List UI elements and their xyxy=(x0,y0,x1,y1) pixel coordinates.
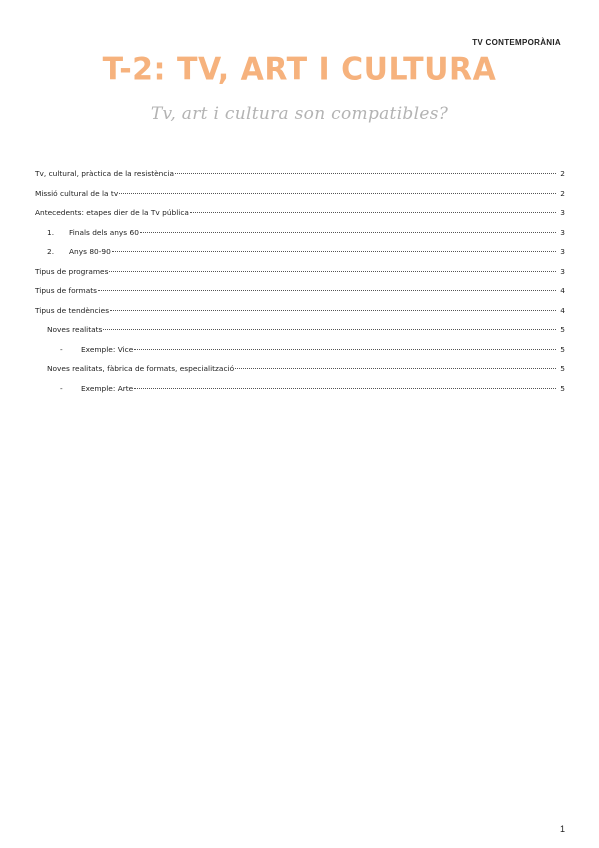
toc-entry-page: 5 xyxy=(560,344,565,354)
toc-entry[interactable] xyxy=(35,301,565,321)
toc-subentry[interactable] xyxy=(35,223,565,243)
toc-entry-page: 5 xyxy=(560,325,565,334)
toc-leader-dots xyxy=(119,192,556,194)
document-subtitle: Tv, art i cultura son compatibles? xyxy=(150,104,449,124)
toc-entry-label: Tv, cultural, pràctica de la resistència xyxy=(35,169,174,178)
document-header-tag: TV CONTEMPORÀNIA xyxy=(472,38,561,47)
toc-subentry[interactable] xyxy=(35,320,565,340)
toc-leader-dots xyxy=(175,172,556,174)
toc-subsubentry[interactable] xyxy=(35,379,565,399)
toc-subsubentry[interactable] xyxy=(35,340,565,360)
toc-leader-dots xyxy=(110,309,556,311)
toc-leader-dots xyxy=(134,348,556,350)
toc-leader-dots xyxy=(190,211,556,213)
toc-entry-label: Missió cultural de la tv xyxy=(35,188,119,198)
toc-leader-dots xyxy=(103,328,556,330)
toc-entry-bullet: - xyxy=(60,383,63,393)
toc-entry-label: Noves realitats xyxy=(47,325,103,334)
toc-leader-dots xyxy=(109,270,556,272)
toc-entry-number: 2. xyxy=(47,247,55,256)
toc-leader-dots xyxy=(112,250,556,252)
toc-entry[interactable] xyxy=(35,184,565,204)
toc-subentry[interactable] xyxy=(35,359,565,379)
toc-leader-dots xyxy=(235,367,556,369)
toc-entry-label: Tipus de tendències xyxy=(35,305,110,315)
toc-entry-label: Tipus de programes xyxy=(35,266,109,276)
toc-entry-bullet: - xyxy=(60,344,63,354)
toc-entry-label: Finals dels anys 60 xyxy=(69,227,139,237)
toc-entry[interactable] xyxy=(35,262,565,282)
page-number: 1 xyxy=(559,824,565,834)
toc-entry-page: 4 xyxy=(560,305,565,315)
toc-entry-page: 5 xyxy=(560,383,565,393)
toc-entry-label: Antecedents: etapes dier de la Tv pública xyxy=(35,208,189,217)
toc-entry-page: 5 xyxy=(560,364,565,373)
toc-subentry[interactable] xyxy=(35,242,565,262)
toc-leader-dots xyxy=(140,231,556,233)
toc-entry-page: 3 xyxy=(560,208,565,217)
toc-entry-page: 2 xyxy=(560,188,565,198)
toc-entry-page: 2 xyxy=(560,169,565,178)
table-of-contents xyxy=(35,164,565,398)
toc-entry[interactable] xyxy=(35,203,565,223)
toc-entry-label: Exemple: Vice xyxy=(81,344,134,354)
toc-entry-label: Anys 80-90 xyxy=(69,247,111,256)
toc-entry-label: Tipus de formats xyxy=(35,286,98,295)
toc-entry-page: 3 xyxy=(560,227,565,237)
toc-entry-page: 3 xyxy=(560,247,565,256)
toc-entry[interactable] xyxy=(35,281,565,301)
toc-leader-dots xyxy=(98,289,556,291)
toc-entry-label: Exemple: Arte xyxy=(81,383,134,393)
document-title: T-2: TV, ART I CULTURA xyxy=(102,51,497,88)
toc-entry-number: 1. xyxy=(47,227,55,237)
toc-entry-page: 4 xyxy=(560,286,565,295)
toc-leader-dots xyxy=(134,387,556,389)
toc-entry-page: 3 xyxy=(560,266,565,276)
toc-entry[interactable] xyxy=(35,164,565,184)
toc-entry-label: Noves realitats, fàbrica de formats, especialització xyxy=(47,364,235,373)
